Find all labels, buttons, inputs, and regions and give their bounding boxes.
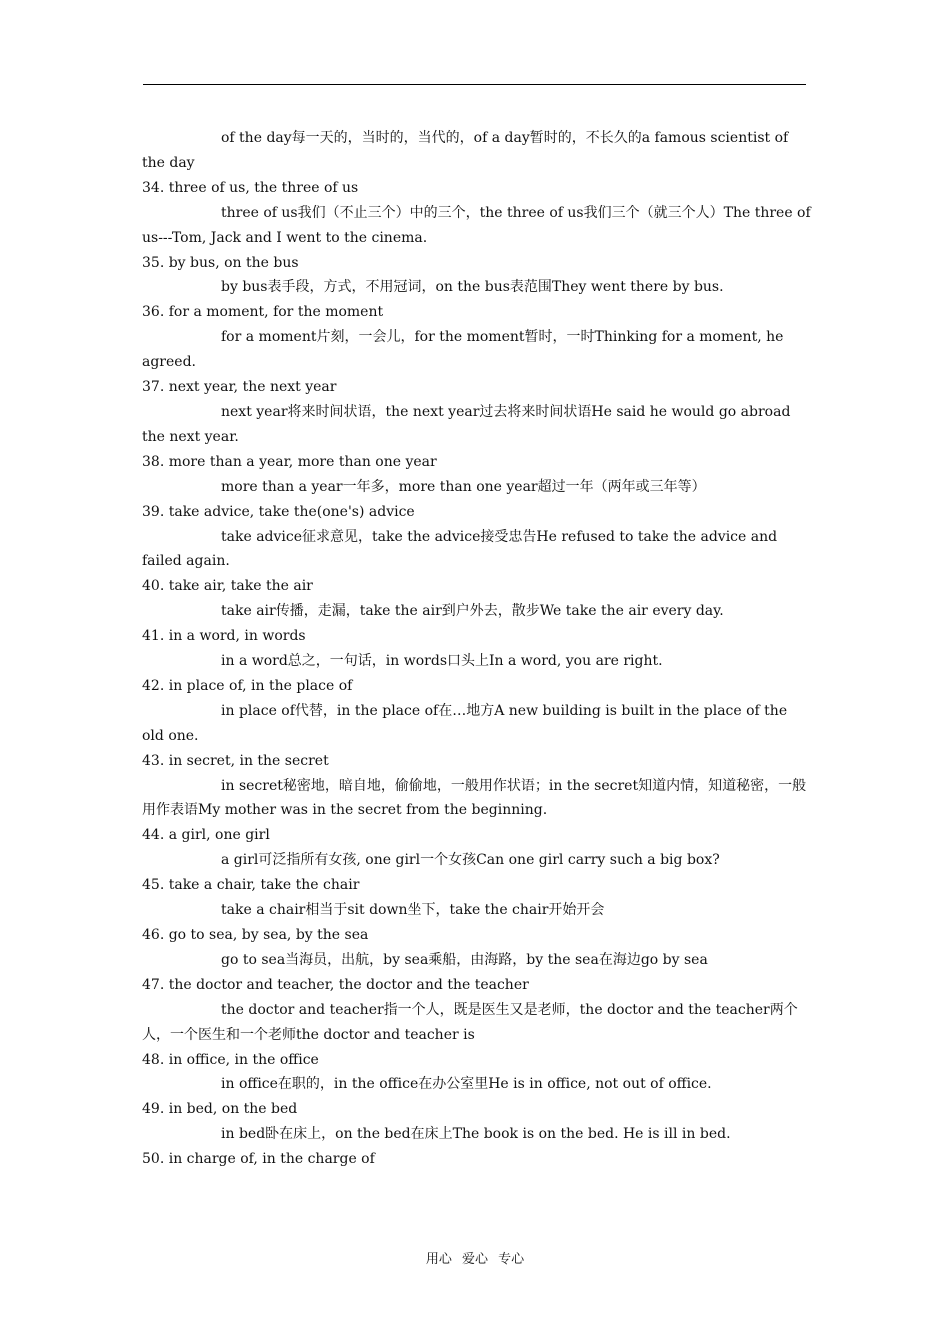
page-footer: 用心 爱心 专心	[425, 1252, 525, 1267]
explanation-paragraph: of the day每一天的，当时的，当代的，of a day暂时的，不长久的a famous scientist of the day	[142, 130, 789, 171]
phrase-heading: 38. more than a year, more than one year	[142, 453, 437, 470]
explanation-paragraph: take a chair相当于sit down坐下，take the chair开始开会	[221, 902, 605, 919]
explanation-paragraph: three of us我们（不止三个）中的三个，the three of us我们三个（就三个人）The three of us---Tom, Jack and I went to the cinema.	[142, 204, 811, 246]
explanation-paragraph: next year将来时间状语，the next year过去将来时间状语He said he would go abroad the next year.	[142, 403, 791, 445]
explanation-paragraph: for a moment片刻，一会儿，for the moment暂时，一时Thinking for a moment, he agreed.	[142, 329, 784, 371]
phrase-heading: 48. in office, in the office	[142, 1051, 319, 1068]
phrase-heading: 40. take air, take the air	[142, 578, 313, 595]
phrase-heading: 39. take advice, take the(one's) advice	[142, 503, 415, 520]
phrase-heading: 37. next year, the next year	[142, 379, 337, 396]
explanation-paragraph: a girl可泛指所有女孩, one girl一个女孩Can one girl carry such a big box?	[221, 852, 720, 869]
explanation-paragraph: in office在职的，in the office在办公室里He is in office, not out of office.	[221, 1076, 712, 1093]
explanation-paragraph: in secret秘密地，暗自地，偷偷地，一般用作状语；in the secret知道内情，知道秘密，一般用作表语My mother was in the secret from the beginning.	[142, 777, 807, 819]
phrase-heading: 34. three of us, the three of us	[142, 179, 359, 196]
phrase-heading: 43. in secret, in the secret	[142, 752, 329, 769]
phrase-heading: 45. take a chair, take the chair	[142, 877, 360, 894]
explanation-paragraph: in a word总之，一句话，in words口头上In a word, you are right.	[221, 653, 663, 670]
explanation-paragraph: go to sea当海员，出航，by sea乘船，由海路，by the sea在海边go by sea	[221, 951, 708, 968]
explanation-paragraph: in bed卧在床上，on the bed在床上The book is on the bed. He is ill in bed.	[221, 1126, 731, 1143]
explanation-paragraph: more than a year一年多，more than one year超过一年（两年或三年等）	[221, 478, 706, 495]
explanation-paragraph: in place of代替，in the place of在…地方A new building is built in the place of the old one.	[142, 702, 788, 744]
header-rule	[143, 84, 806, 85]
phrase-heading: 42. in place of, in the place of	[142, 677, 353, 694]
phrase-heading: 49. in bed, on the bed	[142, 1101, 298, 1118]
document-body	[142, 126, 812, 1172]
explanation-paragraph: take advice征求意见，take the advice接受忠告He refused to take the advice and failed again.	[142, 528, 778, 570]
explanation-paragraph: by bus表手段，方式，不用冠词，on the bus表范围They went there by bus.	[221, 279, 724, 296]
phrase-heading: 41. in a word, in words	[142, 628, 306, 645]
phrase-heading: 47. the doctor and teacher, the doctor and the teacher	[142, 976, 529, 993]
explanation-paragraph: take air传播，走漏，take the air到户外去，散步We take the air every day.	[221, 603, 724, 620]
phrase-heading: 35. by bus, on the bus	[142, 254, 299, 271]
phrase-heading: 46. go to sea, by sea, by the sea	[142, 927, 369, 943]
phrase-heading: 36. for a moment, for the moment	[142, 304, 384, 321]
phrase-heading: 50. in charge of, in the charge of	[142, 1151, 375, 1168]
explanation-paragraph: the doctor and teacher指一个人，既是医生又是老师，the doctor and the teacher两个人，一个医生和一个老师the doctor and teacher is	[142, 1001, 798, 1043]
phrase-heading: 44. a girl, one girl	[142, 827, 270, 844]
